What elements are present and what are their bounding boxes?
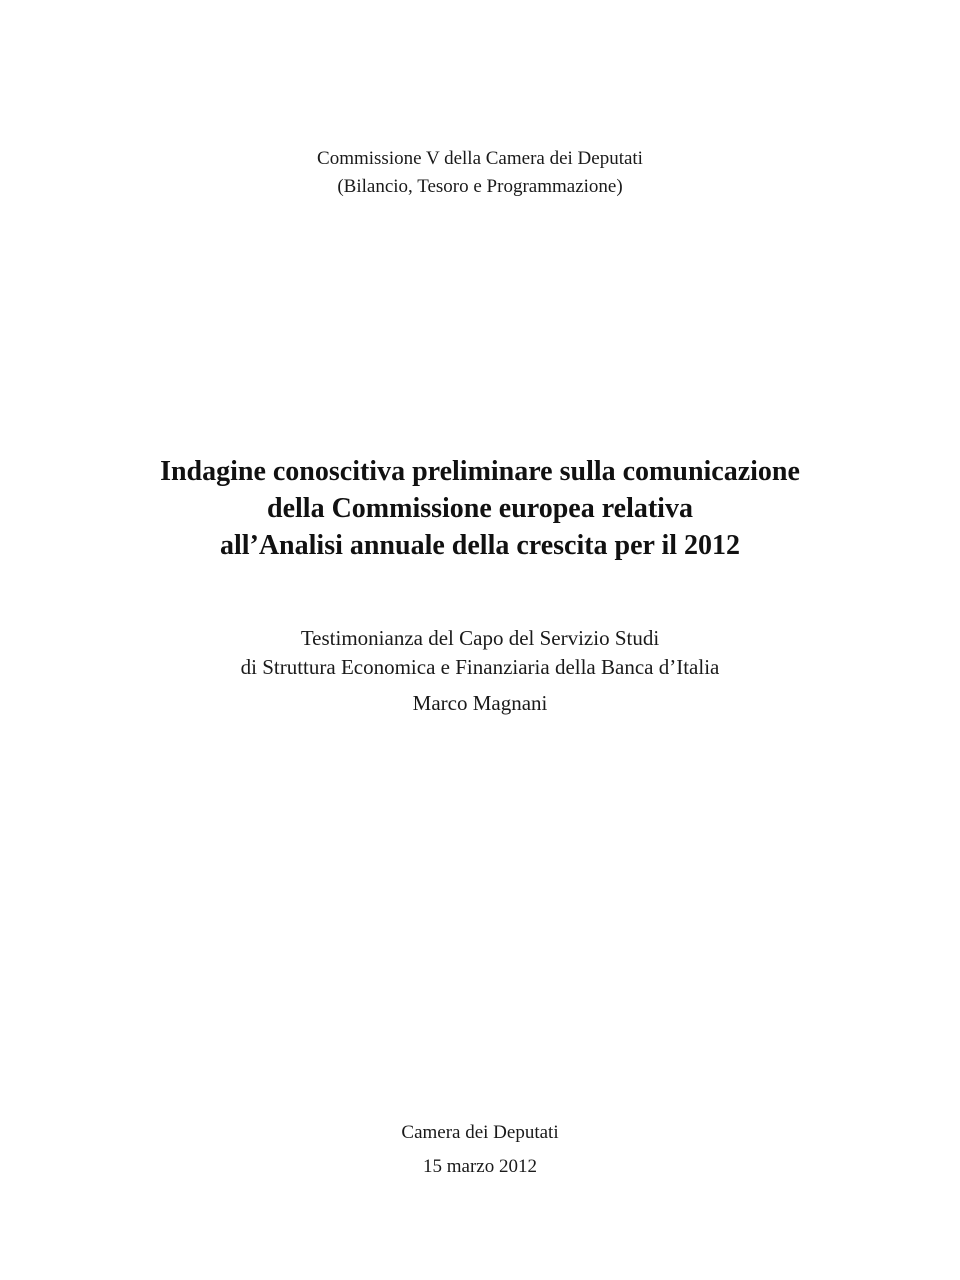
- testimony-role-line-2: di Struttura Economica e Finanziaria della Banca d’Italia: [240, 655, 720, 679]
- venue: Camera dei Deputati: [401, 1122, 559, 1143]
- date: 15 marzo 2012: [423, 1156, 537, 1177]
- committee-name: Commissione V della Camera dei Deputati: [317, 148, 643, 169]
- document-title-line-3: all’Analisi annuale della crescita per il 2012: [219, 530, 741, 561]
- committee-subtitle: (Bilancio, Tesoro e Programmazione): [337, 176, 623, 197]
- speaker-name: Marco Magnani: [412, 691, 548, 715]
- document-title-line-1: Indagine conoscitiva preliminare sulla comunicazione: [160, 456, 800, 487]
- testimony-role-line-1: Testimonianza del Capo del Servizio Studi: [300, 626, 660, 650]
- document-title-line-2: della Commissione europea relativa: [267, 493, 693, 524]
